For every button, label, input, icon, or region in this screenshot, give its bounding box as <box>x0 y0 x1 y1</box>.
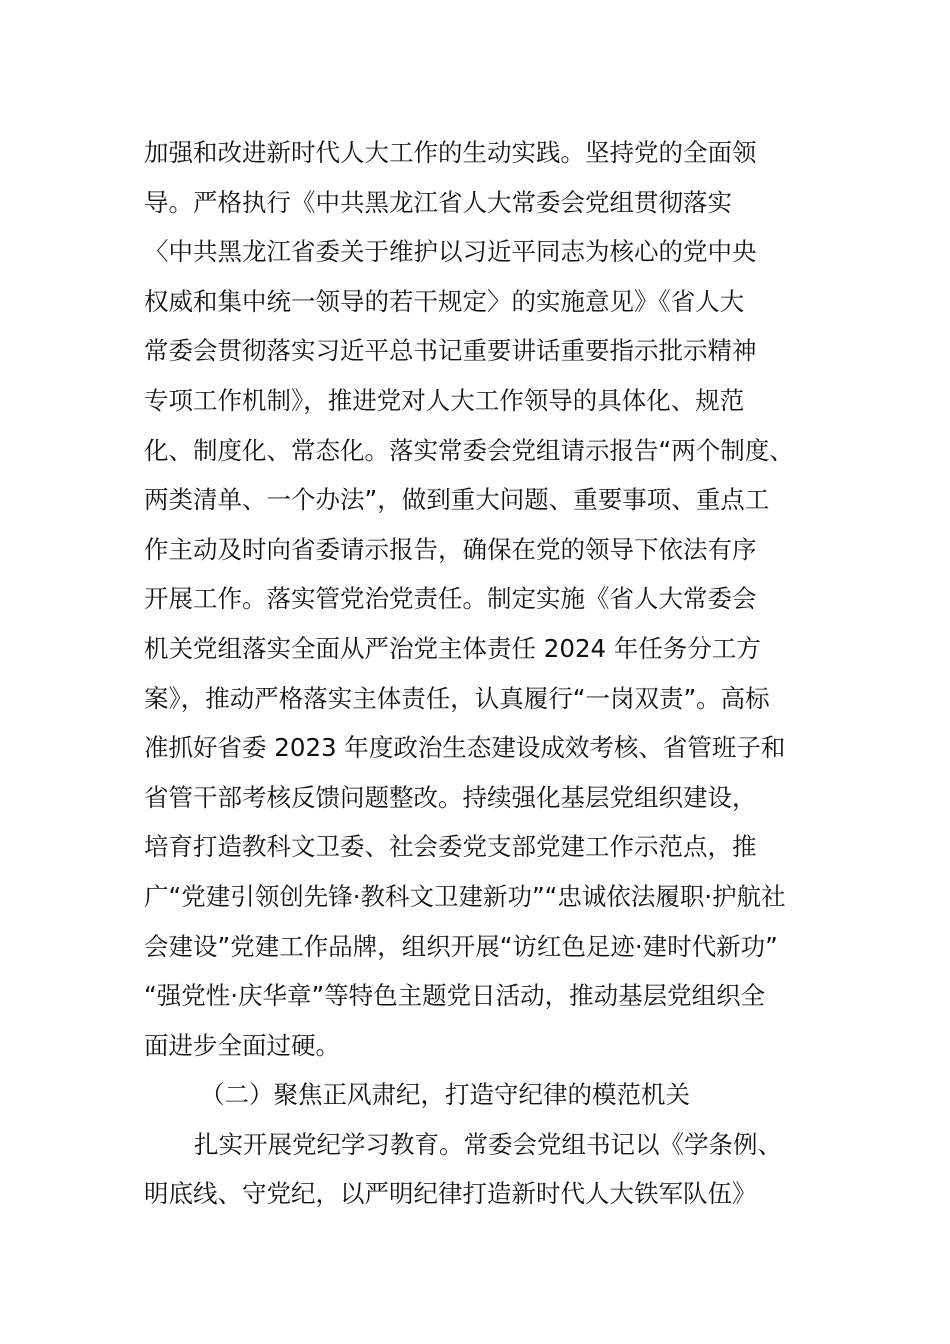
paragraph-line: 案》，推动严格落实主体责任，认真履行“一岗双责”。高标 <box>144 683 770 713</box>
paragraph-line: 扎实开展党纪学习教育。常委会党组书记以《学条例、 <box>194 1129 782 1159</box>
paragraph-line: 化、制度化、常态化。落实常委会党组请示报告“两个制度、 <box>144 435 794 465</box>
paragraph-line: 明底线、守党纪，以严明纪律打造新时代人大铁军队伍》 <box>144 1179 757 1209</box>
paragraph-line: “强党性·庆华章”等特色主题党日活动，推动基层党组织全 <box>144 981 766 1011</box>
document-body <box>144 128 824 1219</box>
paragraph-line: 机关党组落实全面从严治党主体责任 2024 年任务分工方 <box>144 633 761 663</box>
paragraph-line: 两类清单、一个办法”，做到重大问题、重要事项、重点工 <box>144 485 770 515</box>
paragraph-line: 〈中共黑龙江省委关于维护以习近平同志为核心的党中央 <box>144 237 757 267</box>
paragraph-line: 培育打造教科文卫委、社会委党支部党建工作示范点，推 <box>144 832 757 862</box>
paragraph-line: 面进步全面过硬。 <box>144 1030 340 1060</box>
paragraph-line: 准抓好省委 2023 年度政治生态建设成效考核、省管班子和 <box>144 733 786 763</box>
paragraph-line: 权威和集中统一领导的若干规定〉的实施意见》《省人大 <box>144 286 745 316</box>
paragraph-line: 专项工作机制》，推进党对人大工作领导的具体化、规范 <box>144 385 745 415</box>
section-heading: （二）聚焦正风肃纪，打造守纪律的模范机关 <box>200 1080 690 1110</box>
paragraph-line: 常委会贯彻落实习近平总书记重要讲话重要指示批示精神 <box>144 336 757 366</box>
paragraph-line: 加强和改进新时代人大工作的生动实践。坚持党的全面领 <box>144 138 757 167</box>
paragraph-line: 导。严格执行《中共黑龙江省人大常委会党组贯彻落实 <box>144 187 732 217</box>
paragraph-line: 作主动及时向省委请示报告，确保在党的领导下依法有序 <box>144 534 757 564</box>
paragraph-line: 广“党建引领创先锋·教科文卫建新功”“忠诚依法履职·护航社 <box>144 881 786 911</box>
paragraph-line: 省管干部考核反馈问题整改。持续强化基层党组织建设， <box>144 782 757 812</box>
paragraph-line: 会建设”党建工作品牌，组织开展“访红色足迹·建时代新功” <box>144 931 778 961</box>
paragraph-line: 开展工作。落实管党治党责任。制定实施《省人大常委会 <box>144 584 757 614</box>
